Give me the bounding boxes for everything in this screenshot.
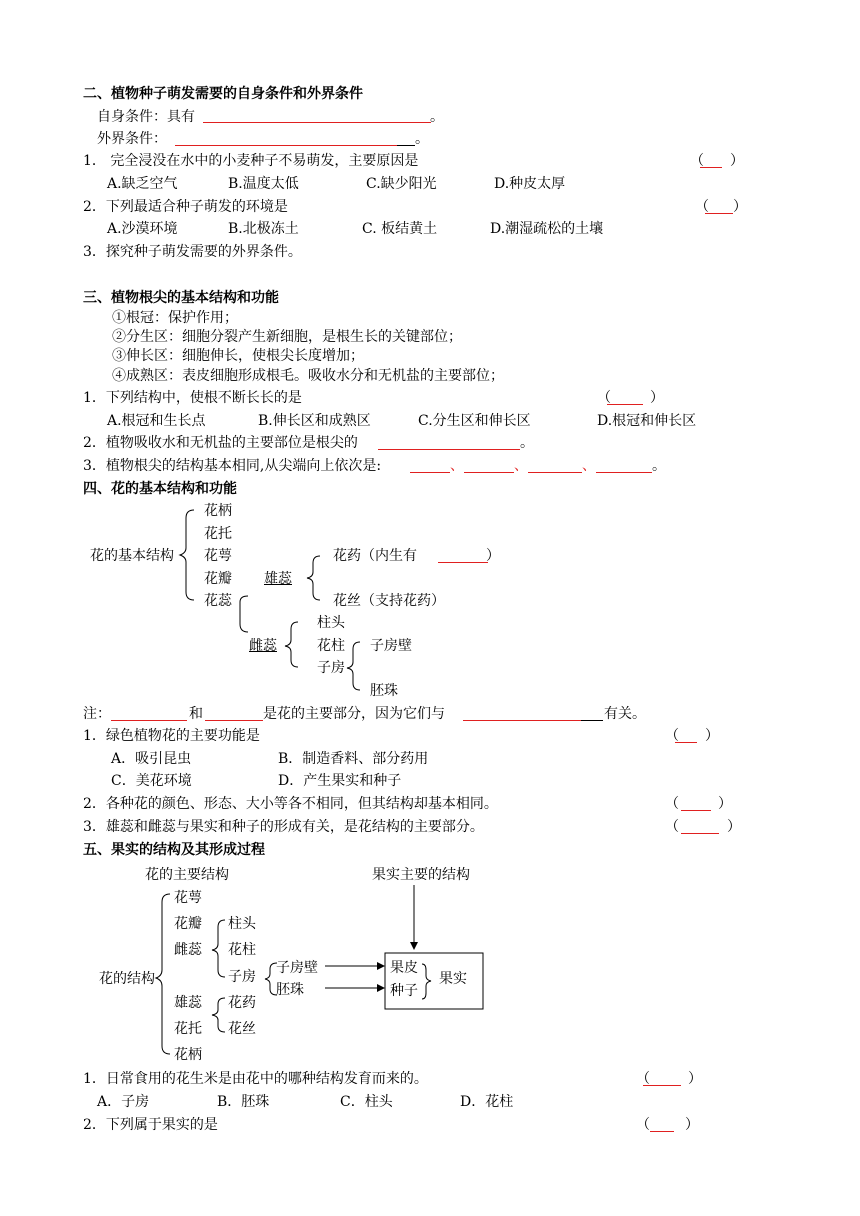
f-ovule: 胚珠 [276, 982, 304, 998]
period: 。 [415, 131, 429, 147]
s2-q2-option-b: B.北极冻土 [228, 221, 299, 237]
s4-q1-option-d: D．产生果实和种子 [278, 773, 402, 789]
filament-label: 花丝（支持花药） [333, 593, 445, 609]
paren-open: （ [690, 153, 704, 169]
note-middle: 是花的主要部分，因为它们与 [263, 706, 445, 722]
part-receptacle: 花托 [204, 526, 232, 542]
s5-q2-answer-blank[interactable] [650, 1131, 674, 1132]
paren-open: （ [665, 819, 679, 835]
paren-open: （ [636, 1117, 650, 1133]
s2-q2-option-d: D.潮湿疏松的土壤 [490, 221, 604, 237]
section-3-title: 三、植物根尖的基本结构和功能 [83, 290, 279, 306]
paren-open: （ [695, 199, 709, 215]
ovary-label: 子房 [317, 660, 345, 676]
s4-q1-option-c: C．美花环境 [111, 773, 192, 789]
section-2-title: 二、植物种子萌发需要的自身条件和外界条件 [83, 86, 363, 102]
part-stalk: 花柄 [204, 503, 232, 519]
seed-label: 种子 [390, 983, 418, 999]
meristem-item: ②分生区：细胞分裂产生新细胞，是根生长的关键部位； [112, 329, 462, 345]
f-stalk: 花柄 [174, 1047, 202, 1063]
paren-open: （ [597, 390, 611, 406]
s2-q2-option-c: C. 板结黄土 [362, 221, 438, 237]
s2-question-2: 2．下列最适合种子萌发的环境是 [83, 199, 288, 215]
f-filament: 花丝 [228, 1021, 256, 1037]
s2-question-1: 1． 完全浸没在水中的小麦种子不易萌发，主要原因是 [83, 153, 419, 169]
f-ovary-wall: 子房壁 [276, 960, 318, 976]
period: 。 [520, 435, 534, 451]
s5-q1-option-d: D．花柱 [460, 1094, 514, 1110]
elongation-item: ③伸长区：细胞伸长，使根尖长度增加； [112, 348, 364, 364]
paren-close: ） [733, 199, 747, 215]
paren-close: ） [685, 1117, 699, 1133]
note-suffix: 有关。 [604, 706, 646, 722]
flower-main-structure-label: 花的主要结构 [145, 867, 229, 883]
paren-close: ） [486, 548, 500, 564]
fruit-main-structure-label: 果实主要的结构 [372, 867, 470, 883]
note-prefix: 注： [83, 706, 111, 722]
paren-close: ） [718, 796, 732, 812]
f-style: 花柱 [228, 942, 256, 958]
ovule-label: 胚珠 [370, 683, 398, 699]
s3-question-3: 3．植物根尖的结构基本相同,从尖端向上依次是: [83, 458, 382, 474]
paren-close: ） [727, 819, 741, 835]
separator: 、 [582, 458, 596, 474]
self-condition-label: 自身条件：具有 [97, 109, 195, 125]
part-sepal: 花萼 [204, 548, 232, 564]
section-5-title: 五、果实的结构及其形成过程 [83, 842, 265, 858]
s2-q1-option-d: D.种皮太厚 [494, 176, 566, 192]
root-cap-item: ①根冠：保护作用； [112, 310, 238, 326]
s2-q1-option-b: B.温度太低 [228, 176, 299, 192]
s3-q1-option-a: A.根冠和生长点 [107, 413, 206, 429]
stigma-label: 柱头 [317, 615, 345, 631]
style-label: 花柱 [317, 638, 345, 654]
s4-question-1: 1．绿色植物花的主要功能是 [83, 728, 260, 744]
external-condition-label: 外界条件： [97, 131, 167, 147]
s2-q2-option-a: A.沙漠环境 [107, 221, 178, 237]
fruit-label: 果实 [439, 971, 467, 987]
s2-q1-option-a: A.缺乏空气 [107, 176, 178, 192]
pericarp-label: 果皮 [390, 960, 418, 976]
s4-question-2: 2．各种花的颜色、形态、大小等各不相同，但其结构却基本相同。 [83, 796, 498, 812]
f-receptacle: 花托 [174, 1021, 202, 1037]
paren-open: （ [665, 796, 679, 812]
stamen-label: 雄蕊 [264, 571, 292, 587]
paren-close: ） [688, 1071, 702, 1087]
s4-q1-option-b: B．制造香料、部分药用 [278, 751, 429, 767]
part-stamen-pistil: 花蕊 [204, 593, 232, 609]
s5-q1-option-a: A．子房 [97, 1094, 150, 1110]
s5-q1-option-c: C．柱头 [340, 1094, 393, 1110]
s2-question-3: 3．探究种子萌发需要的外界条件。 [83, 244, 302, 260]
pistil-label: 雌蕊 [249, 638, 277, 654]
separator: 、 [514, 458, 528, 474]
paren-close: ） [650, 390, 664, 406]
flower-structure-root-2: 花的结构 [99, 971, 155, 987]
s5-question-1: 1．日常食用的花生米是由花中的哪种结构发育而来的。 [83, 1071, 428, 1087]
maturation-item: ④成熟区：表皮细胞形成根毛。吸收水分和无机盐的主要部位； [112, 368, 504, 384]
f-pistil: 雌蕊 [174, 942, 202, 958]
note-and: 和 [189, 706, 203, 722]
f-ovary: 子房 [228, 969, 256, 985]
f-sepal: 花萼 [174, 890, 202, 906]
f-anther: 花药 [228, 995, 256, 1011]
anther-label: 花药（内生有 [333, 548, 417, 564]
s4-q1-option-a: A．吸引昆虫 [111, 751, 192, 767]
flower-structure-root: 花的基本结构 [90, 548, 174, 564]
s3-question-1: 1．下列结构中，使根不断长长的是 [83, 390, 302, 406]
s2-q1-option-c: C.缺少阳光 [366, 176, 437, 192]
s3-q1-option-b: B.伸长区和成熟区 [258, 413, 371, 429]
f-petal: 花瓣 [174, 916, 202, 932]
ovary-wall-label: 子房壁 [370, 638, 412, 654]
separator: 、 [450, 458, 464, 474]
s3-q1-option-c: C.分生区和伸长区 [418, 413, 531, 429]
s4-question-3: 3．雄蕊和雌蕊与果实和种子的形成有关，是花结构的主要部分。 [83, 819, 484, 835]
paren-open: （ [636, 1071, 650, 1087]
s5-q1-answer-blank[interactable] [643, 1085, 681, 1086]
s5-q1-option-b: B．胚珠 [217, 1094, 270, 1110]
period: 。 [430, 109, 444, 125]
f-stigma: 柱头 [228, 916, 256, 932]
f-stamen: 雄蕊 [174, 995, 202, 1011]
period: 。 [652, 458, 666, 474]
section-4-title: 四、花的基本结构和功能 [83, 481, 237, 497]
part-petal: 花瓣 [204, 571, 232, 587]
paren-close: ） [705, 728, 719, 744]
s5-question-2: 2．下列属于果实的是 [83, 1117, 218, 1133]
paren-close: ） [730, 153, 744, 169]
paren-open: （ [665, 728, 679, 744]
s3-question-2: 2．植物吸收水和无机盐的主要部位是根尖的 [83, 435, 358, 451]
s3-q1-option-d: D.根冠和伸长区 [597, 413, 697, 429]
